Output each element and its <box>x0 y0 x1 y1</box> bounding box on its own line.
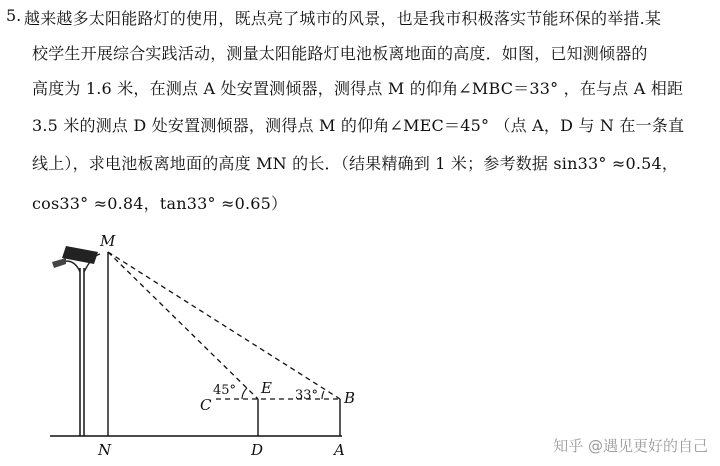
label-angle-45: 45° <box>213 383 237 398</box>
question-line-2: 校学生开展综合实践活动，测量太阳能路灯电池板离地面的高度．如图，已知测倾器的 <box>32 44 648 63</box>
geometry-figure <box>0 220 720 466</box>
sight-line-MB <box>108 252 340 399</box>
angle-arc-33 <box>322 391 324 399</box>
label-E: E <box>261 379 272 397</box>
angle-arc-45 <box>242 388 247 399</box>
question-line-6: cos33° ≈0.84，tan33° ≈0.65） <box>32 194 288 213</box>
question-line-4: 3.5 米的测点 D 处安置测倾器，测得点 M 的仰角∠MEC＝45° （点 A，D 与 N 在一条直 <box>32 116 685 135</box>
label-D: D <box>251 441 264 459</box>
question-line-1: 越来越多太阳能路灯的使用，既点亮了城市的风景，也是我市积极落实节能环保的举措.某 <box>24 9 662 28</box>
question-line-5: 线上），求电池板离地面的高度 MN 的长．（结果精确到 1 米；参考数据 sin33° ≈0.54， <box>32 154 679 173</box>
label-A: A <box>334 441 345 459</box>
label-angle-33: 33° <box>295 388 319 403</box>
question-number: 5. <box>6 6 22 25</box>
street-lamp <box>52 246 100 436</box>
label-N: N <box>98 441 112 459</box>
label-C: C <box>200 396 212 414</box>
label-B: B <box>344 389 356 407</box>
question-line-3: 高度为 1.6 米，在测点 A 处安置测倾器，测得点 M 的仰角∠MBC＝33° ，在与点 A 相距 <box>32 79 684 98</box>
label-M: M <box>100 232 116 250</box>
sight-line-ME <box>108 252 258 399</box>
watermark: 知乎 @遇见更好的自己 <box>553 437 708 455</box>
